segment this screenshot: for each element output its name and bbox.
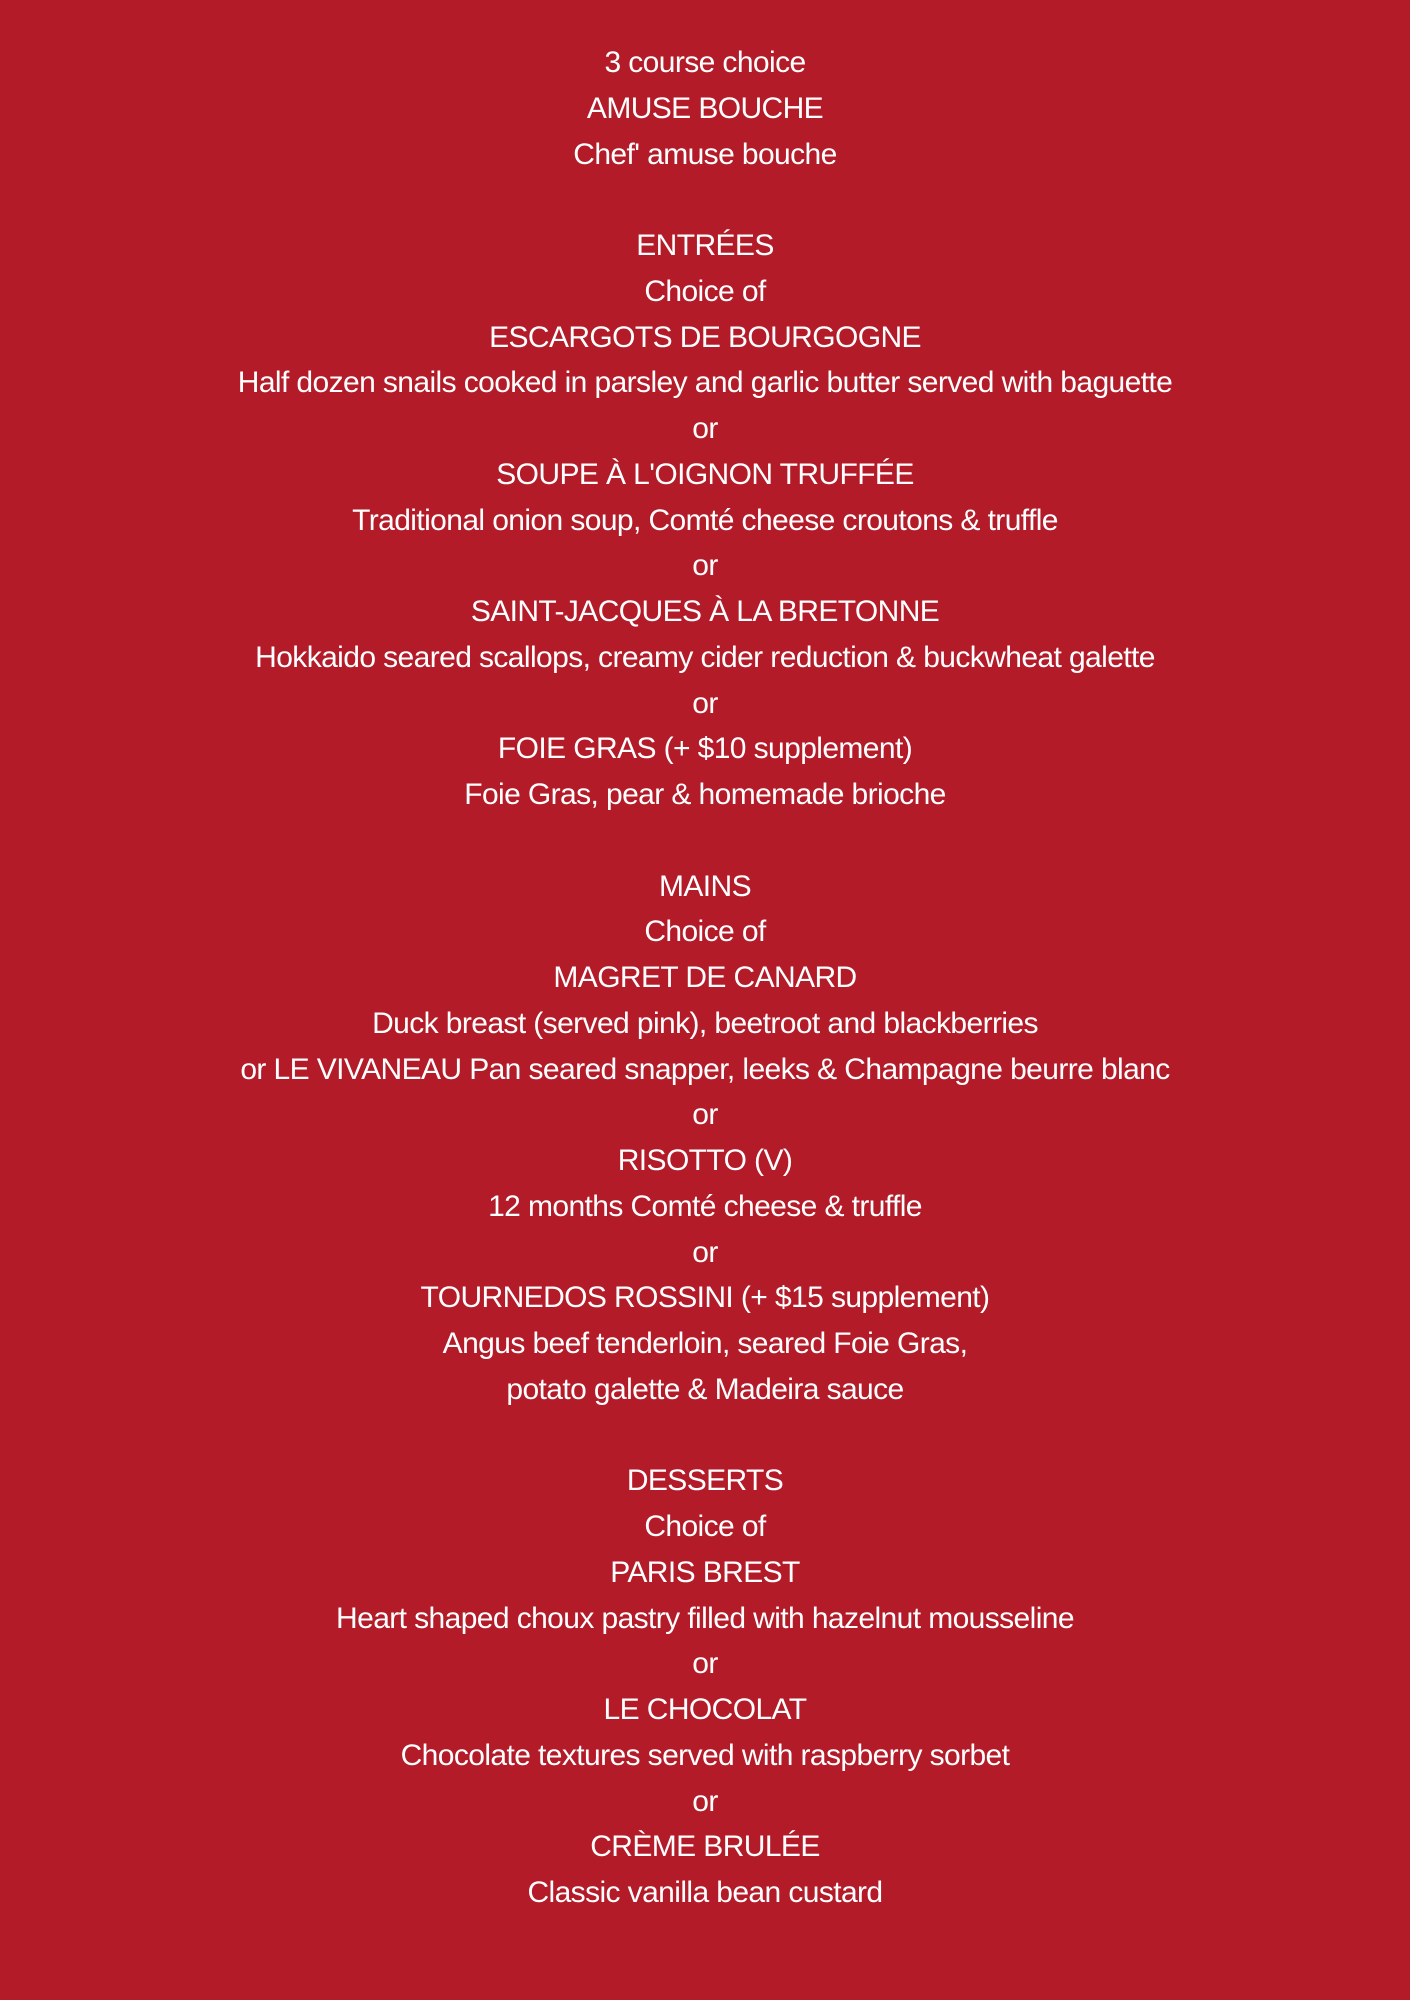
entrees-choice-of: Choice of	[644, 274, 766, 308]
or-separator: or	[692, 1098, 718, 1132]
mains-heading: MAINS	[658, 869, 751, 903]
main-name: RISOTTO (V)	[617, 1144, 793, 1177]
desserts-heading: DESSERTS	[626, 1464, 784, 1498]
or-separator: or	[692, 549, 718, 583]
entree-description: Foie Gras, pear & homemade brioche	[464, 778, 946, 811]
dessert-name: PARIS BREST	[610, 1555, 800, 1589]
dessert-name: LE CHOCOLAT	[603, 1693, 807, 1726]
or-separator: or	[692, 412, 718, 445]
main-description: potato galette & Madeira sauce	[506, 1372, 904, 1406]
section-spacer	[0, 177, 1410, 223]
mains-choice-of: Choice of	[644, 915, 766, 949]
or-separator: or	[692, 1235, 718, 1269]
amuse-bouche-description: Chef' amuse bouche	[573, 137, 837, 171]
entree-name: FOIE GRAS (+ $10 supplement)	[497, 732, 913, 766]
or-separator: or	[692, 686, 718, 720]
menu-title: 3 course choice	[604, 46, 806, 79]
dessert-description: Classic vanilla bean custard	[527, 1876, 883, 1909]
section-spacer	[0, 1413, 1410, 1459]
amuse-bouche-heading: AMUSE BOUCHE	[586, 91, 824, 125]
entrees-heading: ENTRÉES	[636, 229, 774, 262]
dessert-description: Chocolate textures served with raspberry sorbet	[400, 1738, 1010, 1772]
main-combined-line: or LE VIVANEAU Pan seared snapper, leeks & Champagne beurre blanc	[240, 1052, 1170, 1086]
section-spacer	[0, 818, 1410, 864]
entree-name: ESCARGOTS DE BOURGOGNE	[489, 320, 921, 354]
entree-name: SAINT-JACQUES À LA BRETONNE	[470, 595, 940, 628]
entree-description: Half dozen snails cooked in parsley and garlic butter served with baguette	[237, 366, 1173, 400]
main-description: Duck breast (served pink), beetroot and blackberries	[372, 1006, 1038, 1040]
main-name: TOURNEDOS ROSSINI (+ $15 supplement)	[420, 1281, 990, 1315]
main-description: Angus beef tenderloin, seared Foie Gras,	[442, 1327, 968, 1360]
main-name: MAGRET DE CANARD	[553, 961, 857, 994]
or-separator: or	[692, 1784, 718, 1818]
main-description: 12 months Comté cheese & truffle	[488, 1189, 922, 1223]
or-separator: or	[692, 1647, 718, 1681]
entree-description: Traditional onion soup, Comté cheese croutons & truffle	[352, 503, 1058, 537]
dessert-name: CRÈME BRULÉE	[590, 1830, 820, 1864]
dessert-description: Heart shaped choux pastry filled with hazelnut mousseline	[336, 1601, 1074, 1635]
entree-description: Hokkaido seared scallops, creamy cider reduction & buckwheat galette	[255, 640, 1155, 674]
desserts-choice-of: Choice of	[644, 1510, 766, 1543]
entree-name: SOUPE À L'OIGNON TRUFFÉE	[496, 457, 914, 491]
